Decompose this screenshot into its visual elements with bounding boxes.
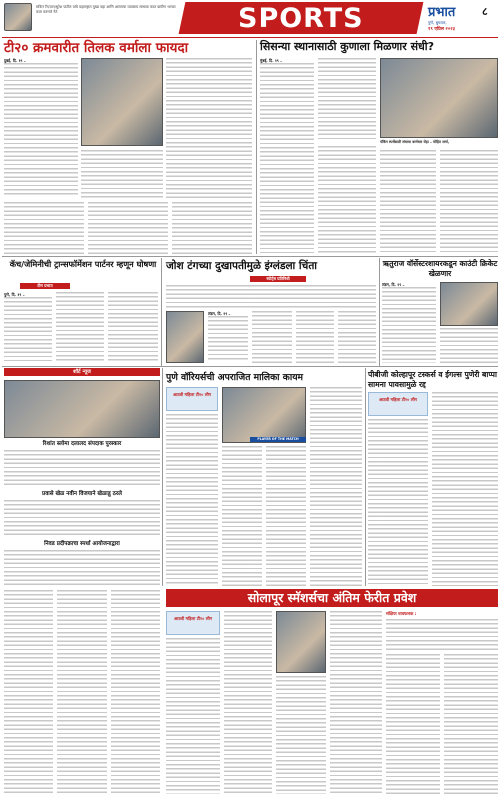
sisanya-headline: सिसन्या स्थानासाठी कुणाला मिळणार संधी? — [260, 40, 435, 53]
short-news-headline-1: रिशांत स्लोमा दलालद संपदाक पुरस्कार — [42, 441, 122, 447]
short-news-headline-2: प्रवासे खेळ नवीन विजयाने खेळाडू ठरले — [42, 491, 122, 497]
sisanya-dateline: मुंबई, दि. १९ – — [260, 58, 282, 63]
city-date: पुणे, बुधवार, — [428, 20, 447, 25]
short-news-label: शॉर्ट न्यूज — [73, 369, 91, 375]
pune-warriors-headline: पुणे वॉरियर्सची अपराजित मालिका कायम — [166, 372, 304, 383]
promo-photo — [4, 3, 32, 31]
issue-date: १९ एप्रिल २०२३ — [428, 27, 455, 32]
lead-player-photo — [81, 58, 163, 146]
kalinga-byline: टीम प्रभात — [20, 283, 70, 289]
sports-title: SPORTS — [238, 3, 364, 34]
pbg-info-box-label: आठवी महिला टी२० लीग — [378, 397, 418, 402]
england-headline: जोश टंगच्या दुखापतीमुळे इंग्लंडला चिंता — [166, 260, 318, 272]
kalinga-dateline: पुणे, दि. १९ – — [4, 292, 25, 297]
rutuaj-headline: ऋतुराज वॉर्सेस्टरशायरकडून काउंटी क्रिकेट खेळणार — [382, 259, 498, 278]
solapur-headline: सोलापूर स्मॅशर्सचा अंतिम फेरीत प्रवेश — [247, 590, 417, 605]
player-of-match-photo — [222, 387, 306, 443]
page-number: ८ — [482, 5, 488, 18]
solapur-score-label: संक्षिप्त धावफलक : — [386, 611, 417, 616]
paper-name: प्रभात — [428, 5, 456, 20]
rutuaj-player-photo — [440, 282, 498, 326]
rutuaj-dateline: लंडन, दि. १९ – — [382, 282, 405, 287]
award-photo — [4, 380, 160, 438]
player-of-match-badge: PLAYER OF THE MATCH — [250, 437, 306, 442]
solapur-info-box — [166, 611, 220, 635]
pune-info-box-label: आठवी महिला टी२० लीग — [172, 392, 212, 397]
england-dateline: लंडन, दि. १९ – — [208, 311, 231, 316]
lead-dateline: दुबई, दि. १९ – — [4, 58, 26, 63]
team-photo-caption: पंकिंग स्पर्धेसाठी संघाचा कर्णधार रोहा – मोहित शर्मा, — [380, 140, 450, 144]
england-player-photo — [166, 311, 204, 363]
solapur-player-photo — [276, 611, 326, 673]
pbg-headline: पीबीजी कोल्हापूर टस्कर्स व ईगल्स पुणेरी बाप्पा सामना पावसामुळे रद्द — [368, 370, 497, 389]
lead-headline: टी२० क्रमवारीत तिलक वर्माला फायदा — [4, 40, 189, 56]
england-byline: स्पोर्ट्स प्रतिनिधी — [250, 276, 306, 282]
promo-text: सकिन रिज़्वान/सुरेश पाटील यांचे महाराष्ट्रात मुख्य चहा आणि आरामचा व्यवसाय सांभाळ करत ग्रामीण भागात काम करणारे नेते — [36, 5, 176, 14]
pune-info-box — [166, 387, 218, 411]
short-news-headline-3: निवड प्रदीपक्राचा स्पर्धा आयोजनाद्वारा — [44, 541, 120, 547]
team-photo — [380, 58, 498, 138]
pbg-info-box — [368, 392, 428, 416]
solapur-info-box-label: आठवी महिला टी२० लीग — [173, 616, 213, 621]
header — [0, 0, 500, 36]
kalinga-headline: कॅच/जेमिनीची ट्रान्सफॉर्मेशन पार्टनर म्हणून घोषणा — [9, 259, 157, 269]
